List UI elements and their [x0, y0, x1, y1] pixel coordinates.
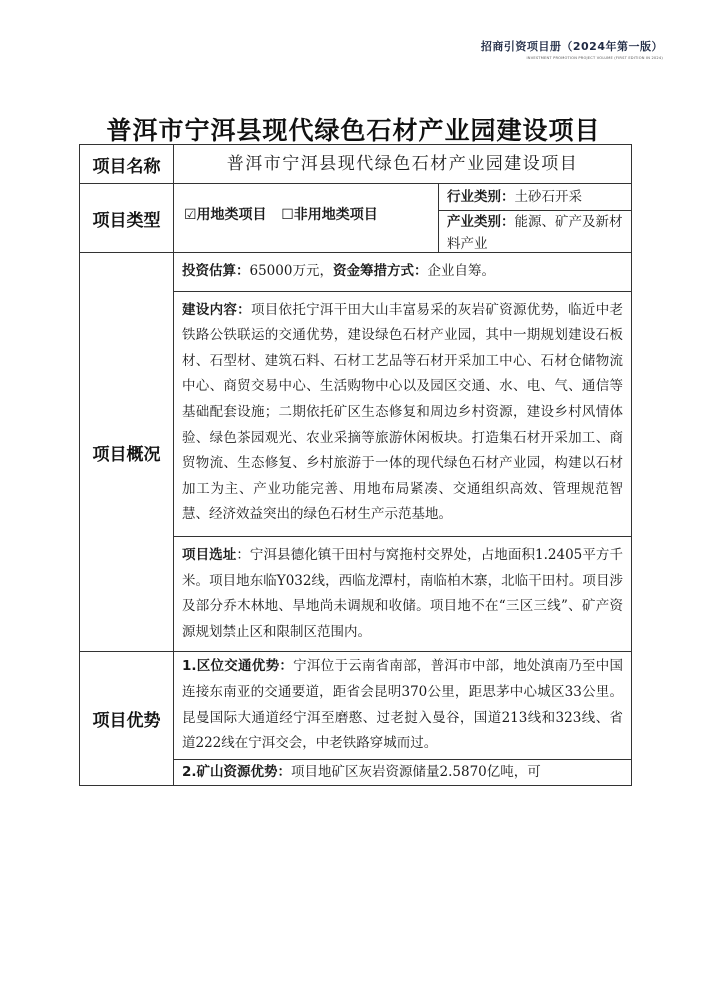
- project-site: [174, 536, 631, 651]
- overview-cell: [174, 253, 632, 652]
- project-type-cell: [174, 184, 632, 253]
- row-project-name: [80, 145, 632, 184]
- industry-category: [439, 184, 631, 211]
- advantage-mineral-text: 项目地矿区灰岩资源储量2.5870亿吨，可: [291, 763, 541, 780]
- sector-category: [439, 211, 631, 255]
- row-overview: [80, 253, 632, 652]
- investment-line: [174, 253, 631, 291]
- advantage-location-label: 1.区位交通优势：: [182, 658, 294, 675]
- brochure-title: 招商引资项目册（2024年第一版）: [480, 40, 663, 53]
- industry-value: 土砂石开采: [514, 189, 582, 205]
- advantage-mineral: [174, 759, 631, 786]
- advantages-cell: [174, 652, 632, 786]
- land-use-checkbox[interactable]: ☑用地类项目: [184, 207, 267, 223]
- type-options: [184, 204, 378, 224]
- non-land-use-checkbox[interactable]: ☐非用地类项目: [281, 207, 378, 223]
- brochure-header: [481, 38, 663, 60]
- advantage-mineral-label: 2.矿山资源优势：: [182, 763, 292, 780]
- project-name-value: 普洱市宁洱县现代绿色石材产业园建设项目: [226, 154, 579, 174]
- brochure-subtitle: INVESTMENT PROMOTION PROJECT VOLUME (FIRST EDITION IN 2024): [526, 56, 663, 60]
- advantages-label: 项目优势: [80, 652, 174, 786]
- row-project-type: [80, 184, 632, 253]
- project-name-label: 项目名称: [80, 145, 174, 184]
- overview-label: 项目概况: [80, 253, 174, 652]
- content-label: 建设内容：: [182, 301, 251, 318]
- site-label: 项目选址: [182, 546, 237, 563]
- sector-label: 产业类别：: [447, 214, 515, 230]
- site-text: ：宁洱县德化镇干田村与窝拖村交界处，占地面积1.2405平方千米。项目地东临Y032线，西临龙潭村，南临柏木寨，北临干田村。项目涉及部分乔木林地、旱地尚未调规和收储。项目地不在“三区三线”、矿产资源规划禁止区和限制区范围内。: [182, 546, 623, 640]
- sector-value: 能源、矿产及新材料产业: [447, 214, 623, 252]
- investment-value: 65000万元，: [249, 263, 333, 279]
- funding-label: 资金筹措方式：: [332, 263, 428, 279]
- funding-value: 企业自筹。: [427, 263, 495, 279]
- document-title: 普洱市宁洱县现代绿色石材产业园建设项目: [106, 116, 601, 145]
- project-name-cell: [174, 145, 632, 184]
- project-type-label: 项目类型: [80, 184, 174, 253]
- content-text: 项目依托宁洱干田大山丰富易采的灰岩矿资源优势，临近中老铁路公铁联运的交通优势，建设绿色石材产业园，其中一期规划建设石板材、石型材、建筑石料、石材工艺品等石材开采加工中心、石材仓储物流中心、商贸交易中心、生活购物中心以及园区交通、水、电、气、通信等基础配套设施；二期依托矿区生态修复和周边乡村资源，建设乡村风情体验、绿色茶园观光、农业采摘等旅游休闲板块。打造集石材开采加工、商贸物流、生态修复、乡村旅游于一体的现代绿色石材产业园，构建以石材加工为主、产业功能完善、用地布局紧凑、交通组织高效、管理规范智慧、经济效益突出的绿色石材生产示范基地。: [182, 301, 624, 523]
- construction-content: [174, 291, 631, 536]
- category-cell: [438, 184, 631, 252]
- advantage-location: [174, 652, 631, 758]
- investment-label: 投资估算：: [182, 263, 250, 279]
- project-table: [79, 144, 632, 786]
- advantage-location-text: 宁洱位于云南省南部，普洱市中部，地处滇南乃至中国连接东南亚的交通要道，距省会昆明370公里，距思茅中心城区33公里。昆曼国际大通道经宁洱至磨憨、过老挝入曼谷，国道213线和323线、省道222线在宁洱交会，中老铁路穿城而过。: [182, 658, 623, 752]
- row-advantages: [80, 652, 632, 786]
- industry-label: 行业类别：: [447, 189, 515, 205]
